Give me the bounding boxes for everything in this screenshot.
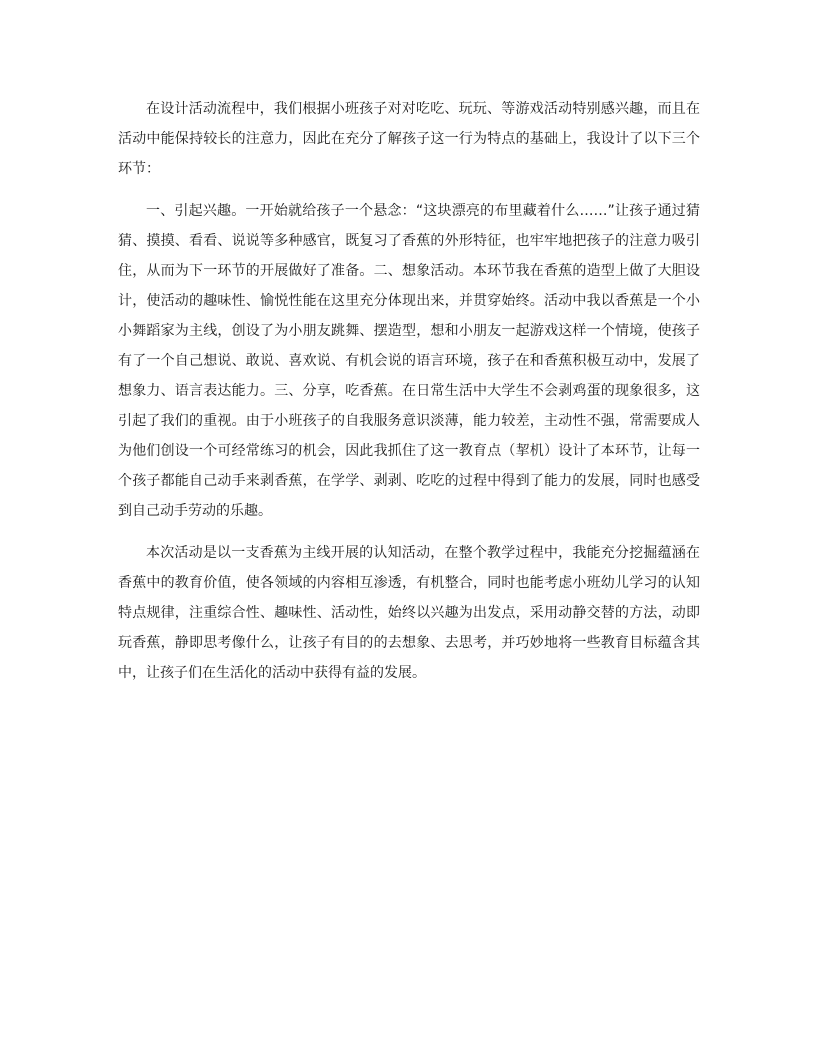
paragraph-activity-steps: 一、引起兴趣。一开始就给孩子一个悬念：“这块漂亮的布里藏着什么……”让孩子通过猜猜、摸摸、看看、说说等多种感官，既复习了香蕉的外形特征，也牢牢地把孩子的注意力吸引住，从而为下一环节的开展做好了准备。二、想象活动。本环节我在香蕉的造型上做了大胆设计，使活动的趣味性、愉悦性能在这里充分体现出来，并贯穿始终。活动中我以香蕉是一个小小舞蹈家为主线，创设了为小朋友跳舞、摆造型，想和小朋友一起游戏这样一个情境，使孩子有了一个自己想说、敢说、喜欢说、有机会说的语言环境，孩子在和香蕉积极互动中，发展了想象力、语言表达能力。三、分享，吃香蕉。在日常生活中大学生不会剥鸡蛋的现象很多，这引起了我们的重视。由于小班孩子的自我服务意识淡薄，能力较差，主动性不强，常需要成人为他们创设一个可经常练习的机会，因此我抓住了这一教育点（挈机）设计了本环节，让每一个孩子都能自己动手来剥香蕉，在学学、剥剥、吃吃的过程中得到了能力的发展，同时也感受到自己动手劳动的乐趣。 [118, 203, 700, 519]
paragraph-intro: 在设计活动流程中，我们根据小班孩子对对吃吃、玩玩、等游戏活动特别感兴趣，而且在活动中能保持较长的注意力，因此在充分了解孩子这一行为特点的基础上，我设计了以下三个环节： [118, 101, 700, 177]
paragraph-summary: 本次活动是以一支香蕉为主线开展的认知活动，在整个教学过程中，我能充分挖掘蕴涵在香蕉中的教育价值，使各领域的内容相互渗透，有机整合，同时也能考虑小班幼儿学习的认知特点规律，注重综合性、趣味性、活动性，始终以兴趣为出发点，采用动静交替的方法，动即玩香蕉，静即思考像什么，让孩子有目的的去想象、去思考，并巧妙地将一些教育目标蕴含其中，让孩子们在生活化的活动中获得有益的发展。 [118, 545, 700, 681]
document-body [118, 94, 700, 700]
